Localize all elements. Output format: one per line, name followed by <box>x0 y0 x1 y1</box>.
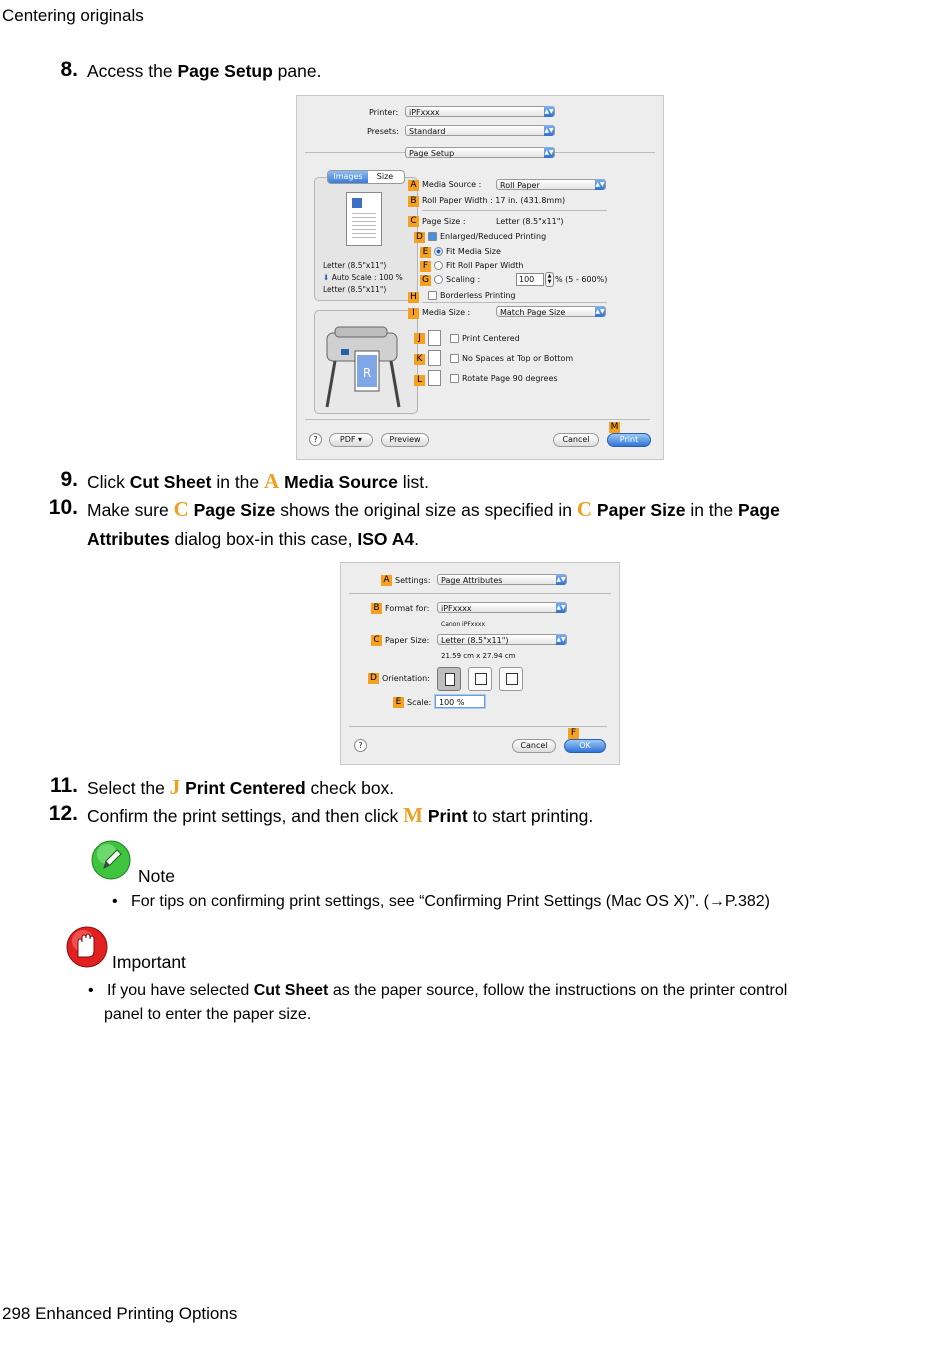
enlarged-printing-checkbox[interactable]: Enlarged/Reduced Printing <box>428 232 546 241</box>
callout-tag: B <box>371 603 382 614</box>
chevron-down-icon: ▲▼ <box>595 181 605 188</box>
orientation-reverse-landscape-button[interactable] <box>499 667 523 691</box>
important-bullet: • If you have selected Cut Sheet as the paper source, follow the instructions on the printer control panel to enter the paper size. <box>88 982 788 1023</box>
preview-output-text: Letter (8.5"x11") <box>323 285 387 294</box>
callout-tag: C <box>371 635 382 646</box>
format-for-label: Format for: <box>385 604 430 613</box>
orientation-portrait-button[interactable] <box>437 667 461 691</box>
page-size-label: Page Size : <box>422 217 466 226</box>
presets-popup[interactable]: Standard ▲▼ <box>405 125 555 136</box>
step-text: Click Cut Sheet in the A Media Source list. <box>87 469 429 493</box>
scale-label: Scale: <box>407 698 432 707</box>
callout-tag: L <box>414 375 425 386</box>
step-number: 9. <box>60 468 78 491</box>
roll-paper-width-text: Roll Paper Width : 17 in. (431.8mm) <box>422 196 566 205</box>
callout-tag: C <box>408 216 419 227</box>
fit-roll-width-radio[interactable]: Fit Roll Paper Width <box>434 261 523 270</box>
step-text: Make sure C Page Size shows the original size as specified in C Paper Size in the Page Attributes dialog box-in this case, ISO A4. <box>87 497 780 549</box>
settings-popup[interactable]: Page Attributes ▲▼ <box>437 574 567 585</box>
step-number: 8. <box>60 58 78 81</box>
help-button[interactable]: ? <box>309 433 322 446</box>
callout-tag: E <box>420 247 431 258</box>
divider <box>422 210 607 211</box>
tab-images[interactable]: Images <box>328 171 368 183</box>
media-size-label: Media Size : <box>422 308 471 317</box>
no-spaces-icon <box>428 350 441 366</box>
step-number: 11. <box>49 774 78 797</box>
media-size-popup[interactable]: Match Page Size ▲▼ <box>496 306 606 317</box>
paper-size-dimensions: 21.59 cm x 27.94 cm <box>441 652 516 660</box>
format-for-subtext: Canon iPFxxxx <box>441 621 485 628</box>
callout-tag: B <box>408 196 419 207</box>
callout-tag: D <box>368 673 379 684</box>
chevron-down-icon: ▲▼ <box>556 576 566 583</box>
printer-image-pane <box>314 310 418 414</box>
format-for-popup[interactable]: iPFxxxx ▲▼ <box>437 602 567 613</box>
scaling-stepper[interactable]: ▲ ▼ <box>545 272 554 287</box>
pdf-button[interactable]: PDF ▾ <box>329 433 373 447</box>
fit-media-size-radio[interactable]: Fit Media Size <box>434 247 501 256</box>
scaling-input[interactable]: 100 <box>516 273 544 286</box>
note-pencil-icon <box>91 840 131 880</box>
note-bullet: • For tips on confirming print settings, see “Confirming Print Settings (Mac OS X)”. (→P.382) <box>112 893 770 910</box>
media-source-popup[interactable]: Roll Paper ▲▼ <box>496 179 606 190</box>
chevron-down-icon: ▲▼ <box>544 149 554 156</box>
page-setup-dialog-screenshot <box>296 95 664 460</box>
divider <box>422 302 607 303</box>
printer-label: Printer: <box>369 108 399 117</box>
important-title: Important <box>112 952 186 972</box>
chevron-down-icon: ▲▼ <box>544 108 554 115</box>
callout-tag: A <box>408 180 419 191</box>
divider <box>349 726 607 727</box>
callout-tag: K <box>414 354 425 365</box>
page-size-value: Letter (8.5"x11") <box>496 217 564 226</box>
callout-tag: F <box>568 728 579 739</box>
print-centered-icon <box>428 330 441 346</box>
callout-tag: D <box>414 232 425 243</box>
printer-illustration-icon <box>315 311 415 411</box>
callout-tag: M <box>610 422 619 432</box>
chevron-down-icon: ▲▼ <box>544 127 554 134</box>
step-number: 12. <box>48 802 78 825</box>
callout-tag: G <box>420 275 431 286</box>
orientation-label: Orientation: <box>382 674 430 683</box>
chevron-down-icon: ▲▼ <box>595 308 605 315</box>
presets-label: Presets: <box>367 127 399 136</box>
important-stop-hand-icon <box>66 926 108 968</box>
print-centered-checkbox[interactable]: Print Centered <box>450 334 520 343</box>
image-placeholder-icon <box>352 198 362 208</box>
callout-letter: M <box>403 803 423 827</box>
rotate-page-icon <box>428 370 441 386</box>
chevron-down-icon: ▲▼ <box>556 636 566 643</box>
tab-size[interactable]: Size <box>376 172 394 181</box>
scale-input[interactable]: 100 % <box>435 695 485 708</box>
cancel-button[interactable]: Cancel <box>553 433 599 447</box>
callout-letter: C <box>576 497 593 521</box>
callout-tag: J <box>414 333 425 344</box>
borderless-checkbox[interactable]: Borderless Printing <box>428 291 516 300</box>
callout-tag: H <box>408 292 419 303</box>
callout-tag: E <box>393 697 404 708</box>
chevron-down-icon: ▲▼ <box>556 604 566 611</box>
paper-size-popup[interactable]: Letter (8.5"x11") ▲▼ <box>437 634 567 645</box>
step-text: Select the J Print Centered check box. <box>87 775 395 799</box>
print-button[interactable]: Print <box>607 433 651 447</box>
divider <box>305 419 650 420</box>
callout-tag: A <box>381 575 392 586</box>
page-preview-thumbnail <box>346 192 382 246</box>
printer-popup[interactable]: iPFxxxx ▲▼ <box>405 106 555 117</box>
cancel-button[interactable]: Cancel <box>512 739 556 753</box>
pane-popup[interactable]: Page Setup ▲▼ <box>405 147 555 158</box>
help-button[interactable]: ? <box>354 739 367 752</box>
step-text: Confirm the print settings, and then click M Print to start printing. <box>87 803 594 827</box>
scaling-radio[interactable]: Scaling : <box>434 275 480 284</box>
scaling-range-text: % (5 - 600%) <box>555 275 608 284</box>
preview-tabs <box>327 170 405 184</box>
callout-letter: A <box>264 469 280 493</box>
callout-tag: I <box>408 308 419 319</box>
page-header: Centering originals <box>2 6 144 25</box>
callout-tag: F <box>420 261 431 272</box>
preview-size-text: Letter (8.5"x11") <box>323 261 387 270</box>
media-source-label: Media Source : <box>422 180 482 189</box>
preview-scale-text: ⬇ Auto Scale : 100 % <box>323 273 403 282</box>
arrow-down-icon: ⬇ <box>323 273 330 282</box>
callout-letter: J <box>169 775 181 799</box>
step-text: Access the Page Setup pane. <box>87 61 322 81</box>
preview-button[interactable]: Preview <box>381 433 429 447</box>
ok-button[interactable]: OK <box>564 739 606 753</box>
note-title: Note <box>138 866 175 886</box>
paper-size-label: Paper Size: <box>385 636 430 645</box>
step-number: 10. <box>48 496 78 519</box>
rotate-page-checkbox[interactable]: Rotate Page 90 degrees <box>450 374 558 383</box>
no-spaces-checkbox[interactable]: No Spaces at Top or Bottom <box>450 354 573 363</box>
orientation-landscape-button[interactable] <box>468 667 492 691</box>
page-attributes-dialog-screenshot <box>340 562 620 765</box>
settings-label: Settings: <box>395 576 431 585</box>
callout-letter: C <box>173 497 189 521</box>
divider <box>349 593 611 594</box>
page-footer: 298 Enhanced Printing Options <box>2 1304 238 1323</box>
svg-text:R: R <box>362 366 372 380</box>
